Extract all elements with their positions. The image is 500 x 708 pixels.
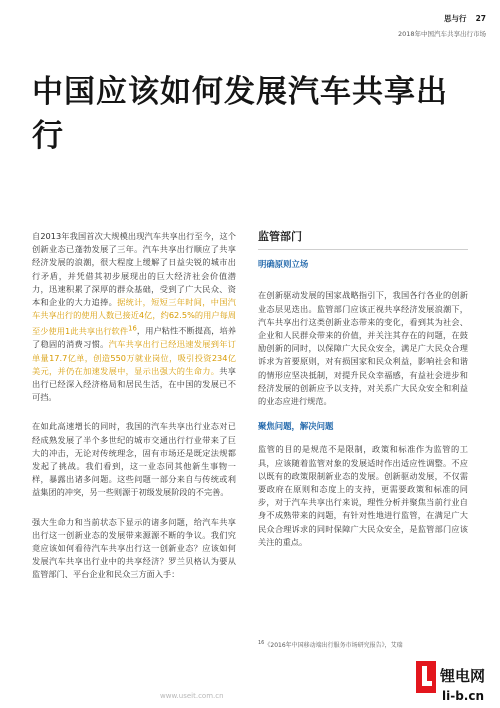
- article-title: 中国应该如何发展汽车共享出行: [32, 74, 448, 154]
- paragraph-principles: 在创新驱动发展的国家战略指引下，我国各行各业的创新业态层见迭出。监管部门应该正视共享经济发展浪潮下，汽车共享出行这类创新业态带来的变化，看到其为社会、企业和人民群众带来的价值，并关注其存在的问题，在鼓励创新的同时，以保障广大民众安全，满足广大民众合理诉求为首要原则，对有损国家和民众利益，影响社会和谐的情形应坚决抵制，对提升民众幸福感，有益社会进步和经济发展的创新应予以支持，对关系广大民众安全和利益的业态应进行规范。: [258, 290, 468, 407]
- right-column: [258, 230, 468, 561]
- subheading-problems: 聚焦问题，解决问题: [258, 421, 334, 432]
- footnote-marker: 16: [258, 640, 265, 646]
- header-subtitle: 2018年中国汽车共享出行市场: [397, 30, 486, 38]
- paragraph-challenges: 在如此高速增长的同时，我国的汽车共享出行业态对已经成熟发展了半个多世纪的城市交通出行行业带来了巨大的冲击，无论对传统理念，固有市场还是既定法规都发起了挑战。我们看到，这一业态同其他新生事物一样，暴露出诸多问题。这些问题一部分来自与传统或利益集团的冲突，另一些则源于初级发展阶段的不完善。: [32, 421, 236, 498]
- intro-text-a: 自2013年我国首次大规模出现汽车共享出行至今，这个创新业态已蓬勃发展了三年。汽车共享出行顺应了共享经济发展的浪潮，很大程度上缓解了日益尖锐的城市出行矛盾，并凭借其初步展现出的巨大经济社会价值潜力，迅速积累了深厚的群众基础，受到了广大民众、资本和企业的大力追捧。: [32, 231, 236, 308]
- footnote: [258, 640, 468, 649]
- watermark-url: www.useit.com.cn: [160, 692, 224, 700]
- paragraph-intro: [32, 230, 236, 404]
- section-heading-regulator: 监管部门: [258, 230, 468, 250]
- intro-text-b: ，用户粘性不断提高，培养了稳固的消费习惯。: [32, 326, 236, 350]
- paragraph-approach: 强大生命力和当前状态下显示的诸多问题，给汽车共享出行这一创新业态的发展带来源源不断的争议。我们究竟应该如何看待汽车共享出行这一创新业态？应该如何发展汽车共享出行业中的共享经济？罗兰贝格认为要从监管部门、平台企业和民众三方面入手：: [32, 516, 236, 580]
- intro-text-c: 共享出行已经深入经济格局和居民生活，在中国的发展已不可挡。: [32, 365, 236, 403]
- page-number: 27: [475, 14, 486, 23]
- site-logo: [414, 655, 500, 708]
- paragraph-problems: 监管的目的是规范不是限制，政策和标准作为监管的工具，应该随着监管对象的发展适时作出适应性调整。不应以既有的政策限制新业态的发展。创新驱动发展，不仅需要政府在原则和态度上的支持，更需要政策和标准的同步，对于汽车共享出行来说，理性分析并聚焦当前行业自身不成熟带来的问题，有针对性地进行监管，在满足广大民众合理诉求的同时保障广大民众安全，是监管部门应该关注的重点。: [258, 444, 468, 547]
- footnote-ref: 16: [128, 324, 137, 333]
- intro-highlight-users: 据统计，短短三年时间，中国汽车共享出行的使用人数已接近4亿，约62.5%的用户每周至少使用1此共享出行软件$^{16}$: [32, 297, 236, 337]
- footnote-text: 《2016年中国移动端出行服务市场研究报告》，艾瑞: [264, 642, 403, 649]
- page-header: [398, 6, 486, 38]
- header-section-label: 思与行: [443, 14, 467, 23]
- subheading-principles: 明确原则立场: [258, 259, 309, 270]
- logo-name: 锂电网: [440, 667, 486, 685]
- left-column: [32, 230, 236, 598]
- logo-domain: li-b.cn: [442, 689, 485, 703]
- intro-highlight-orders: 汽车共享出行已经迅速发展到年订单量17.7亿单，创造550万就业岗位，吸引投资234亿美元，并仍在加速发展中，显示出强大的生命力。: [32, 339, 236, 376]
